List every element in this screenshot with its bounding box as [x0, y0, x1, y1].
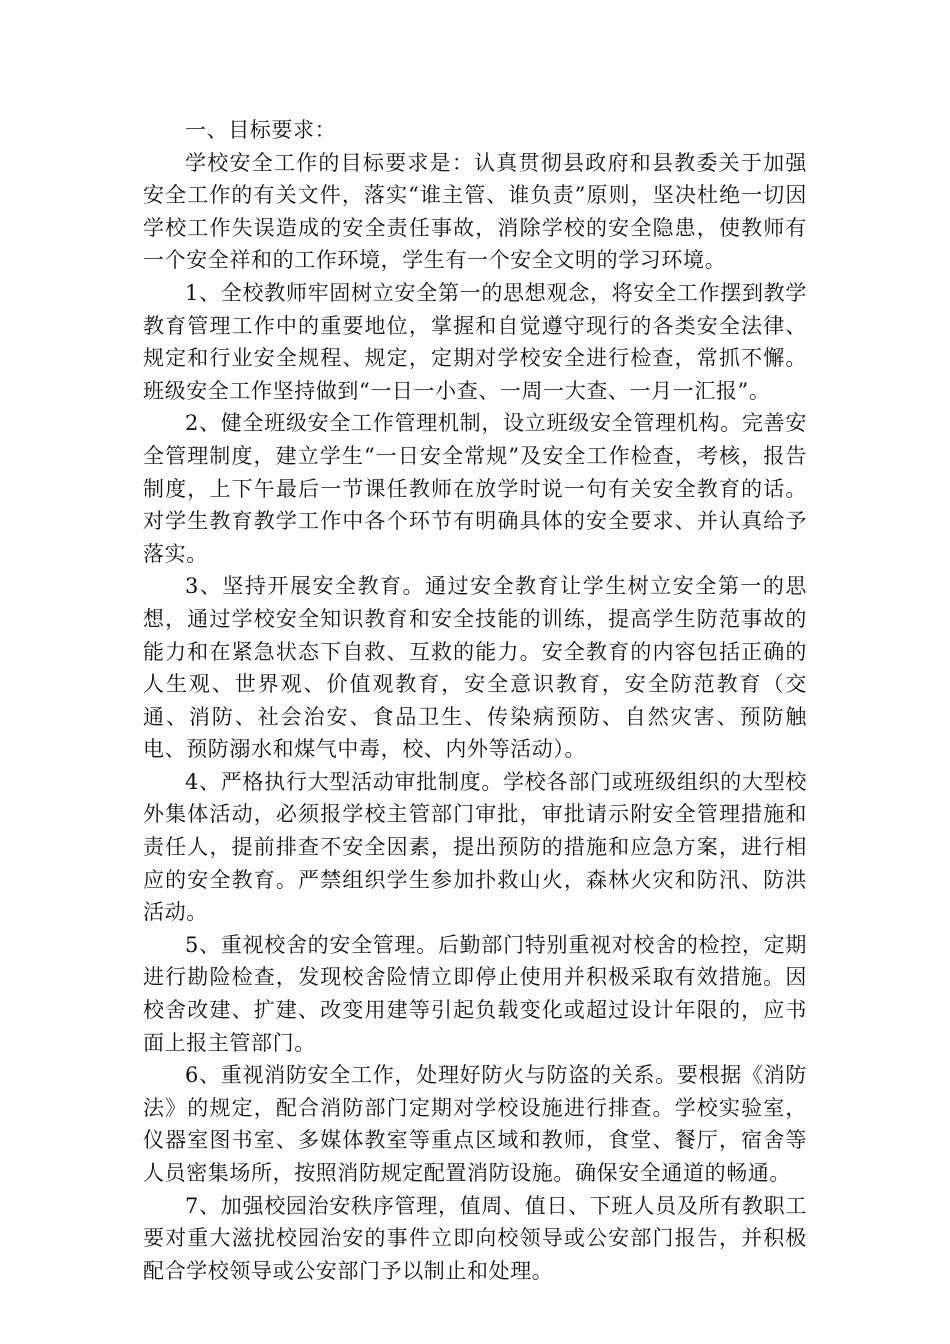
paragraph-item-6: 6、重视消防安全工作，处理好防火与防盗的关系。要根据《消防法》的规定，配合消防部门定期对学校设施进行排查。学校实验室，仪器室图书室、多媒体教室等重点区域和教师，食堂、餐厅，宿舍等人员密集场所，按照消防规定配置消防设施。确保安全通道的畅通。 — [143, 1063, 807, 1185]
document-body — [143, 114, 807, 1287]
paragraph-item-7: 7、加强校园治安秩序管理，值周、值日、下班人员及所有教职工要对重大滋扰校园治安的事件立即向校领导或公安部门报告，并积极配合学校领导或公安部门予以制止和处理。 — [143, 1193, 807, 1283]
paragraph-item-4: 4、严格执行大型活动审批制度。学校各部门或班级组织的大型校外集体活动，必须报学校主管部门审批，审批请示附安全管理措施和责任人，提前排查不安全因素，提出预防的措施和应急方案，进行相应的安全教育。严禁组织学生参加扑救山火，森林火灾和防汛、防洪活动。 — [143, 769, 807, 925]
paragraph-item-3: 3、坚持开展安全教育。通过安全教育让学生树立安全第一的思想，通过学校安全知识教育和安全技能的训练，提高学生防范事故的能力和在紧急状态下自救、互救的能力。安全教育的内容包括正确的人生观、世界观、价值观教育，安全意识教育，安全防范教育（交通、消防、社会治安、食品卫生、传染病预防、自然灾害、预防触电、预防溺水和煤气中毒，校、内外等活动）。 — [143, 574, 807, 762]
paragraph-item-2: 2、健全班级安全工作管理机制，设立班级安全管理机构。完善安全管理制度，建立学生“一日安全常规”及安全工作检查，考核，报告制度，上下午最后一节课任教师在放学时说一句有关安全教育的话。对学生教育教学工作中各个环节有明确具体的安全要求、并认真给予落实。 — [143, 411, 807, 566]
paragraph-item-5: 5、重视校舍的安全管理。后勤部门特别重视对校舍的检控，定期进行勘险检查，发现校舍险情立即停止使用并积极采取有效措施。因校舍改建、扩建、改变用建等引起负载变化或超过设计年限的，应书面上报主管部门。 — [143, 932, 807, 1055]
paragraph-intro: 学校安全工作的目标要求是：认真贯彻县政府和县教委关于加强安全工作的有关文件，落实“谁主管、谁负责”原则，坚决杜绝一切因学校工作失误造成的安全责任事故，消除学校的安全隐患，使教师有一个安全祥和的工作环境，学生有一个安全文明的学习环境。 — [143, 150, 807, 273]
paragraph-item-1: 1、全校教师牢固树立安全第一的思想观念，将安全工作摆到教学教育管理工作中的重要地位，掌握和自觉遵守现行的各类安全法律、规定和行业安全规程、规定，定期对学校安全进行检查，常抓不懈。班级安全工作坚持做到“一日一小查、一周一大查、一月一汇报”。 — [143, 280, 807, 403]
section-heading: 一、目标要求： — [185, 118, 337, 142]
